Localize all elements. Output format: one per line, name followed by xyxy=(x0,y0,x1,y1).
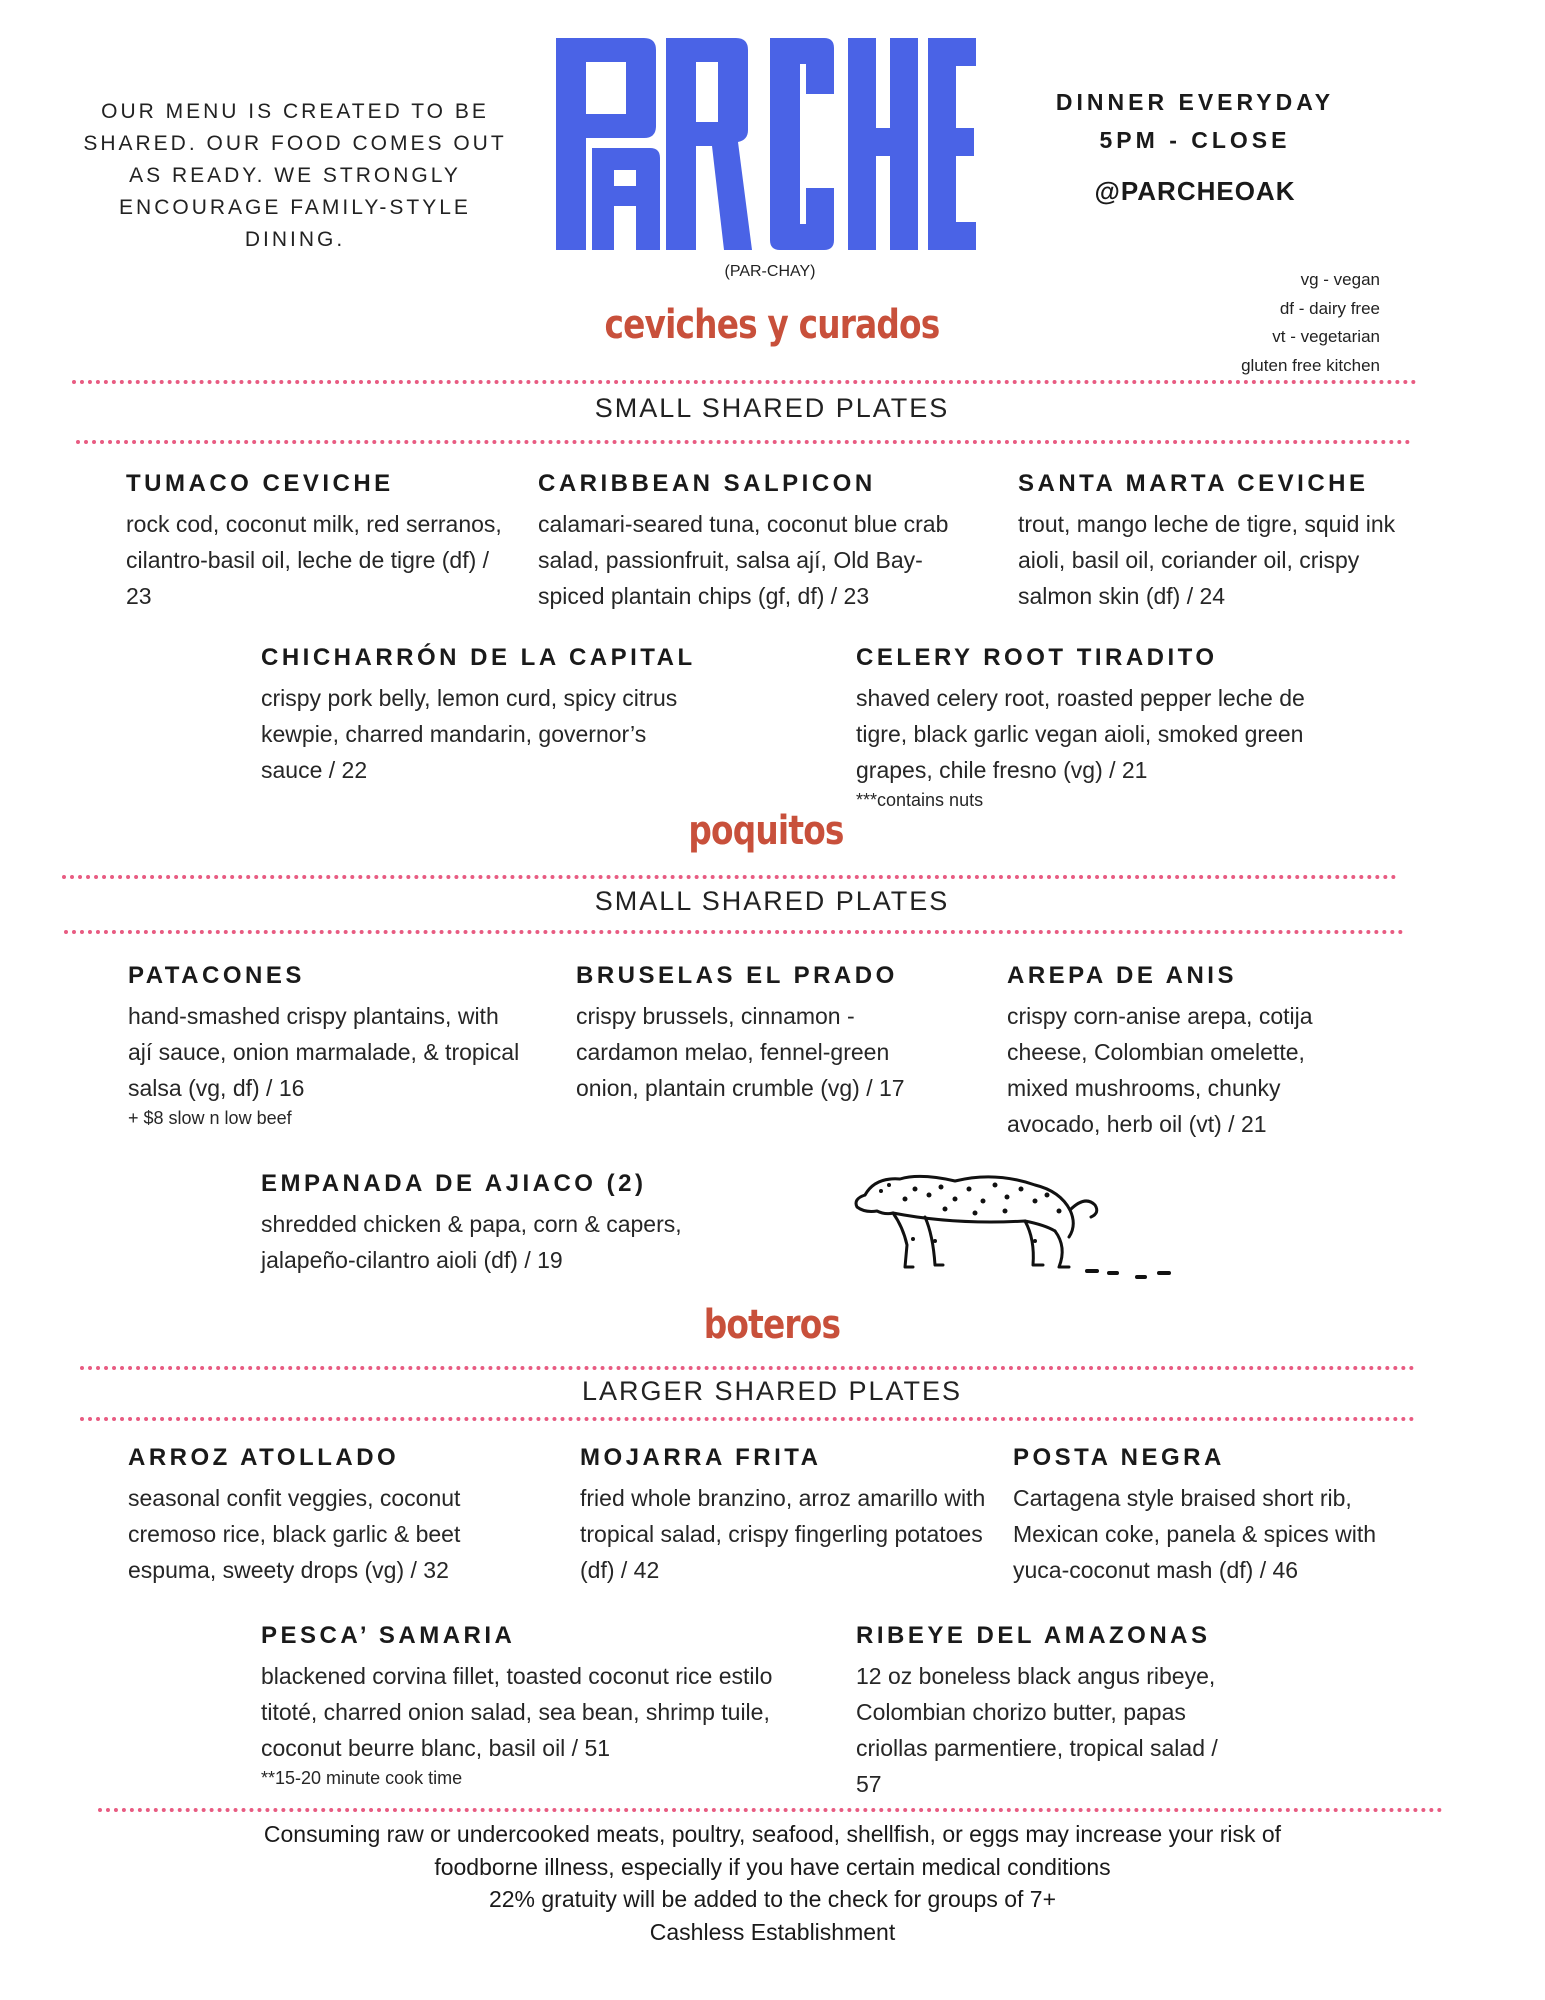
item-name: POSTA NEGRA xyxy=(1013,1444,1225,1471)
item-note: ***contains nuts xyxy=(856,790,984,810)
menu-item xyxy=(580,1444,990,1588)
item-name: BRUSELAS EL PRADO xyxy=(576,962,898,989)
menu-item xyxy=(1013,1444,1433,1588)
dotted-divider xyxy=(98,1808,1443,1812)
item-name: AREPA DE ANIS xyxy=(1007,962,1237,989)
hours-days: DINNER EVERYDAY xyxy=(1055,89,1335,115)
item-description: fried whole branzino, arroz amarillo with tropical salad, crispy fingerling potatoes (df) / 42 xyxy=(580,1485,986,1583)
footer-notice xyxy=(90,1818,1455,1948)
item-name: CELERY ROOT TIRADITO xyxy=(856,644,1218,671)
menu-item xyxy=(856,644,1326,811)
hours xyxy=(1030,83,1360,159)
menu-item xyxy=(576,962,946,1106)
menu-item xyxy=(261,1170,711,1278)
item-description: hand-smashed crispy plantains, with ají sauce, onion marmalade, & tropical salsa (vg, df) / 16 xyxy=(128,1003,520,1101)
item-name: SANTA MARTA CEVICHE xyxy=(1018,470,1369,497)
section-subtitle: SMALL SHARED PLATES xyxy=(594,393,950,423)
dotted-divider xyxy=(64,930,1404,934)
dotted-divider xyxy=(80,1366,1415,1370)
item-name: MOJARRA FRITA xyxy=(580,1444,822,1471)
legend-item: gluten free kitchen xyxy=(1241,355,1380,375)
item-description: rock cod, coconut milk, red serranos, cilantro-basil oil, leche de tigre (df) / 23 xyxy=(126,511,502,609)
menu-item xyxy=(126,470,506,614)
footer-cashless: Cashless Establishment xyxy=(649,1918,896,1945)
item-name: CHICHARRÓN DE LA CAPITAL xyxy=(261,644,696,671)
dotted-divider xyxy=(76,440,1411,444)
section-subtitle: SMALL SHARED PLATES xyxy=(594,886,950,916)
hours-time: 5PM - CLOSE xyxy=(1099,127,1291,153)
item-description: blackened corvina fillet, toasted coconut rice estilo titoté, charred onion salad, sea bean, shrimp tuile, coconut beurre blanc, basil oil / 51 xyxy=(261,1663,773,1761)
cheetah-icon xyxy=(845,1155,1175,1285)
menu-item xyxy=(1018,470,1408,614)
section-subtitle: LARGER SHARED PLATES xyxy=(581,1376,963,1406)
dotted-divider xyxy=(72,380,1417,384)
menu-item xyxy=(261,1622,801,1789)
menu-item xyxy=(128,1444,528,1588)
menu-item xyxy=(261,644,696,788)
social-handle: @PARCHEOAK xyxy=(1094,176,1296,206)
section-title-ceviches: ceviches y curados xyxy=(604,302,940,348)
menu-item xyxy=(856,1622,1236,1802)
item-description: crispy corn-anise arepa, cotija cheese, Colombian omelette, mixed mushrooms, chunky avocado, herb oil (vt) / 21 xyxy=(1007,1003,1313,1137)
item-name: PESCA’ SAMARIA xyxy=(261,1622,516,1649)
intro-text: OUR MENU IS CREATED TO BE SHARED. OUR FOOD COMES OUT AS READY. WE STRONGLY ENCOURAGE FAMILY-STYLE DINING. xyxy=(83,100,507,251)
diet-legend xyxy=(1241,266,1380,380)
item-description: shaved celery root, roasted pepper leche de tigre, black garlic vegan aioli, smoked green grapes, chile fresno (vg) / 21 xyxy=(856,685,1305,783)
menu-item xyxy=(1007,962,1367,1142)
menu-item xyxy=(538,470,968,614)
section-title-poquitos: poquitos xyxy=(688,808,844,854)
item-description: crispy pork belly, lemon curd, spicy citrus kewpie, charred mandarin, governor’s sauce / 22 xyxy=(261,685,678,783)
dotted-divider xyxy=(80,1417,1415,1421)
item-note: + $8 slow n low beef xyxy=(128,1108,292,1128)
item-description: seasonal confit veggies, coconut cremoso rice, black garlic & beet espuma, sweety drops (vg) / 32 xyxy=(128,1485,461,1583)
item-name: EMPANADA DE AJIACO (2) xyxy=(261,1170,647,1197)
item-description: 12 oz boneless black angus ribeye, Colombian chorizo butter, papas criollas parmentiere, tropical salad / 57 xyxy=(856,1663,1218,1797)
item-name: TUMACO CEVICHE xyxy=(126,470,394,497)
item-description: calamari-seared tuna, coconut blue crab salad, passionfruit, salsa ají, Old Bay-spiced plantain chips (gf, df) / 23 xyxy=(538,511,949,609)
item-description: crispy brussels, cinnamon - cardamon melao, fennel-green onion, plantain crumble (vg) / 17 xyxy=(576,1003,905,1101)
item-name: PATACONES xyxy=(128,962,305,989)
item-note: **15-20 minute cook time xyxy=(261,1768,463,1788)
footer-warning-line1: Consuming raw or undercooked meats, poultry, seafood, shellfish, or eggs may increase your risk of xyxy=(263,1821,1282,1847)
section-title-boteros: boteros xyxy=(703,1302,841,1348)
item-description: Cartagena style braised short rib, Mexican coke, panela & spices with yuca-coconut mash (df) / 46 xyxy=(1013,1485,1377,1583)
legend-item: df - dairy free xyxy=(1279,298,1380,318)
menu-item xyxy=(128,962,528,1129)
item-name: CARIBBEAN SALPICON xyxy=(538,470,876,497)
parche-logo xyxy=(556,38,976,250)
pronunciation: (PAR-CHAY) xyxy=(724,263,816,280)
footer-gratuity: 22% gratuity will be added to the check for groups of 7+ xyxy=(488,1886,1057,1912)
item-description: trout, mango leche de tigre, squid ink aioli, basil oil, coriander oil, crispy salmon skin (df) / 24 xyxy=(1018,511,1396,609)
item-name: ARROZ ATOLLADO xyxy=(128,1444,400,1471)
item-name: RIBEYE DEL AMAZONAS xyxy=(856,1622,1211,1649)
legend-item: vg - vegan xyxy=(1300,270,1380,289)
item-description: shredded chicken & papa, corn & capers, jalapeño-cilantro aioli (df) / 19 xyxy=(261,1211,682,1273)
dotted-divider xyxy=(62,875,1397,879)
footer-warning-line2: foodborne illness, especially if you have certain medical conditions xyxy=(434,1853,1111,1880)
legend-item: vt - vegetarian xyxy=(1272,327,1380,346)
